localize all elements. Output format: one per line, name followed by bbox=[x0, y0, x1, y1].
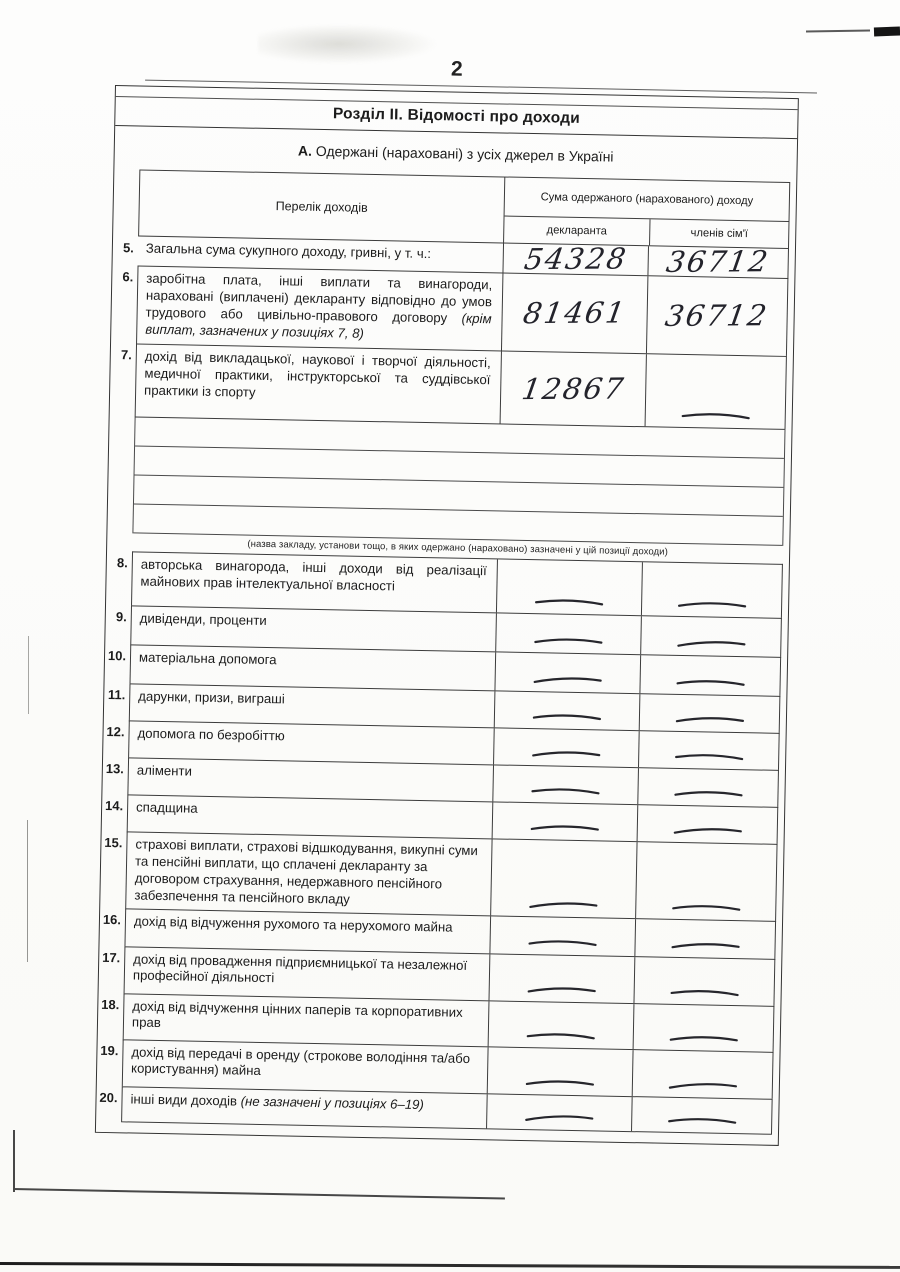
subtitle-letter: А. bbox=[297, 142, 313, 159]
handwritten-dash bbox=[524, 1027, 599, 1044]
handwritten-dash bbox=[674, 597, 748, 613]
income-table bbox=[99, 169, 790, 1134]
handwritten-amount: 12867 bbox=[519, 371, 628, 406]
table-header bbox=[138, 169, 790, 248]
row-label: дохід від відчуження цінних паперів та корпоративних прав bbox=[131, 998, 463, 1031]
handwritten-dash bbox=[671, 786, 745, 802]
institution-write-in-lines bbox=[132, 417, 785, 545]
family-value-cell bbox=[641, 562, 782, 618]
institution-note: (назва закладу, установи тощо, в яких одержано (нараховано) зазначені у цій позиції доходи) bbox=[247, 538, 668, 558]
handwritten-dash bbox=[669, 899, 743, 916]
row-label: допомога по безробіттю bbox=[137, 725, 285, 744]
handwritten-dash bbox=[530, 708, 604, 725]
row-number: 5. bbox=[122, 240, 135, 256]
family-value-cell bbox=[633, 957, 774, 1006]
family-value-cell bbox=[637, 768, 778, 807]
declarant-value-cell bbox=[496, 559, 642, 615]
family-value-cell bbox=[645, 354, 786, 429]
section-title: Розділ II. Відомості про доходи bbox=[332, 105, 581, 127]
handwritten-dash bbox=[672, 712, 746, 727]
row-number: 20. bbox=[99, 1089, 118, 1105]
declarant-value-cell bbox=[486, 1094, 632, 1131]
column-header-income-list: Перелік доходів bbox=[275, 198, 368, 215]
declarant-value-cell bbox=[492, 765, 638, 804]
family-value-cell bbox=[635, 842, 776, 920]
handwritten-dash bbox=[678, 407, 753, 424]
declarant-value-cell bbox=[488, 1001, 634, 1049]
handwritten-dash bbox=[525, 982, 599, 997]
row-label: дохід від викладацької, наукової і творчої діяльності, медичної практики, інструкторської та суддівської практики із спорту bbox=[144, 348, 491, 400]
handwritten-dash bbox=[528, 782, 603, 799]
family-value-cell bbox=[639, 655, 780, 696]
row-label-italic: (крім виплат, зазначених у позиціях 7, 8) bbox=[145, 310, 492, 341]
row-label: аліменти bbox=[136, 762, 193, 779]
row-label: заробітна плата, інші виплати та винагороди, нараховані (виплачені) декларанту відповідно до умов трудового або цивільно-правового договору (крім виплат, зазначених у позиціях 7, 8) bbox=[145, 270, 493, 341]
scan-bottom-left-hline bbox=[13, 1188, 505, 1199]
row-number: 19. bbox=[100, 1042, 119, 1058]
declarant-value-cell bbox=[489, 954, 635, 1003]
row-number: 7. bbox=[120, 347, 132, 363]
page-number: 2 bbox=[450, 57, 464, 81]
handwritten-amount: 81461 bbox=[520, 295, 629, 331]
row-number: 11. bbox=[107, 686, 126, 703]
family-value-cell bbox=[634, 919, 775, 959]
handwritten-dash bbox=[531, 673, 605, 687]
handwritten-amount: 54328 bbox=[521, 241, 630, 277]
handwritten-dash bbox=[665, 1078, 739, 1092]
scan-bottom-left-vline bbox=[13, 1130, 15, 1192]
handwritten-amount: 36712 bbox=[663, 298, 772, 333]
row-box bbox=[136, 265, 788, 355]
row-label: дохід від передачі в оренду (строкове володіння та/або користування) майна bbox=[130, 1044, 471, 1079]
column-header-declarant: декларанта bbox=[546, 224, 608, 238]
declarant-value-cell bbox=[487, 1047, 633, 1096]
declarant-value-cell bbox=[489, 916, 635, 956]
column-header-family: членів сім'ї bbox=[649, 219, 788, 248]
row-number: 6. bbox=[122, 269, 134, 285]
scan-top-right-line bbox=[806, 29, 870, 32]
handwritten-amount: 36712 bbox=[664, 244, 773, 279]
row-number: 18. bbox=[101, 996, 120, 1012]
row-number: 15. bbox=[104, 834, 123, 851]
row-label: дивіденди, проценти bbox=[139, 610, 267, 629]
family-value-cell bbox=[633, 1004, 774, 1052]
handwritten-dash bbox=[525, 934, 599, 951]
row-label: дарунки, призи, виграші bbox=[138, 688, 285, 707]
form-sheet bbox=[95, 57, 799, 1146]
column-header-sum-group bbox=[503, 177, 789, 247]
row-label: інші види доходів (не зазначені у позиціях 6–19) bbox=[130, 1091, 424, 1112]
handwritten-dash bbox=[526, 897, 600, 911]
handwritten-dash bbox=[665, 1112, 739, 1129]
handwritten-dash bbox=[529, 746, 603, 761]
declarant-value-cell bbox=[501, 273, 647, 353]
handwritten-dash bbox=[528, 820, 602, 836]
table-row bbox=[120, 343, 787, 429]
declarant-value-cell bbox=[495, 613, 641, 654]
declarant-value-cell bbox=[494, 691, 640, 730]
handwritten-dash bbox=[667, 983, 742, 1000]
declarant-value-cell bbox=[493, 728, 639, 767]
row-label: авторська винагорода, інші доходи від реалізації майнових прав інтелектуальної власності bbox=[140, 556, 487, 594]
handwritten-dash bbox=[532, 593, 607, 610]
handwritten-dash bbox=[523, 1074, 597, 1090]
row-label: страхові виплати, страхові відшкодування, викупні суми та пенсійні виплати, що сплачені декларанту за договором страхування, недержавного пенсійного забезпечення та пенсійного вкладу bbox=[134, 836, 478, 907]
family-value-cell bbox=[632, 1050, 773, 1099]
handwritten-dash bbox=[670, 823, 744, 837]
handwritten-dash bbox=[673, 674, 747, 691]
row-group-other-income bbox=[99, 551, 783, 1134]
row-number: 12. bbox=[106, 723, 125, 740]
handwritten-dash bbox=[668, 938, 742, 953]
family-value-cell bbox=[631, 1097, 772, 1134]
row-box bbox=[135, 343, 787, 429]
row-number: 13. bbox=[105, 760, 125, 777]
family-value-cell bbox=[639, 694, 780, 733]
family-value-cell bbox=[638, 731, 779, 770]
scan-fold-line bbox=[27, 820, 28, 962]
row-label: дохід від відчуження рухомого та нерухомого майна bbox=[133, 913, 453, 935]
family-value-cell bbox=[640, 616, 781, 657]
declarant-value-cell bbox=[490, 839, 636, 917]
row-label-italic: (не зазначені у позиціях 6–19) bbox=[236, 1093, 424, 1112]
handwritten-dash bbox=[531, 633, 605, 649]
row-group-salary-income bbox=[120, 265, 789, 429]
declarant-value-cell bbox=[502, 243, 648, 275]
column-header-sum: Сума одержаного (нарахованого) доходу bbox=[505, 178, 790, 222]
family-value-cell bbox=[646, 276, 787, 356]
row-label: дохід від провадження підприємницької та незалежної професійної діяльності bbox=[132, 951, 468, 986]
handwritten-dash bbox=[522, 1110, 596, 1124]
row-label: матеріальна допомога bbox=[138, 649, 277, 668]
handwritten-dash bbox=[666, 1030, 740, 1046]
family-value-cell bbox=[637, 805, 778, 844]
row-label: Загальна сума сукупного доходу, гривні, у т. ч.: bbox=[145, 240, 432, 262]
declarant-value-cell bbox=[494, 652, 640, 693]
declarant-value-cell bbox=[500, 351, 646, 426]
row-box bbox=[125, 831, 777, 920]
row-number: 17. bbox=[102, 949, 121, 965]
row-number: 14. bbox=[104, 797, 124, 814]
row-number: 9. bbox=[115, 609, 127, 625]
row-label: спадщина bbox=[135, 799, 198, 816]
form-frame bbox=[95, 85, 799, 1146]
declarant-value-cell bbox=[492, 802, 638, 841]
row-number: 16. bbox=[102, 911, 122, 927]
family-value-cell bbox=[647, 246, 788, 278]
scan-top-right-mark bbox=[874, 27, 900, 37]
row-number: 10. bbox=[107, 647, 127, 664]
row-number: 8. bbox=[116, 555, 128, 571]
scan-bottom-page-edge bbox=[0, 1262, 900, 1269]
handwritten-dash bbox=[671, 748, 746, 765]
table-row bbox=[122, 265, 788, 355]
scan-fold-line bbox=[28, 636, 29, 714]
handwritten-dash bbox=[674, 636, 748, 650]
subtitle-text: Одержані (нараховані) з усіх джерел в Україні bbox=[315, 142, 614, 165]
